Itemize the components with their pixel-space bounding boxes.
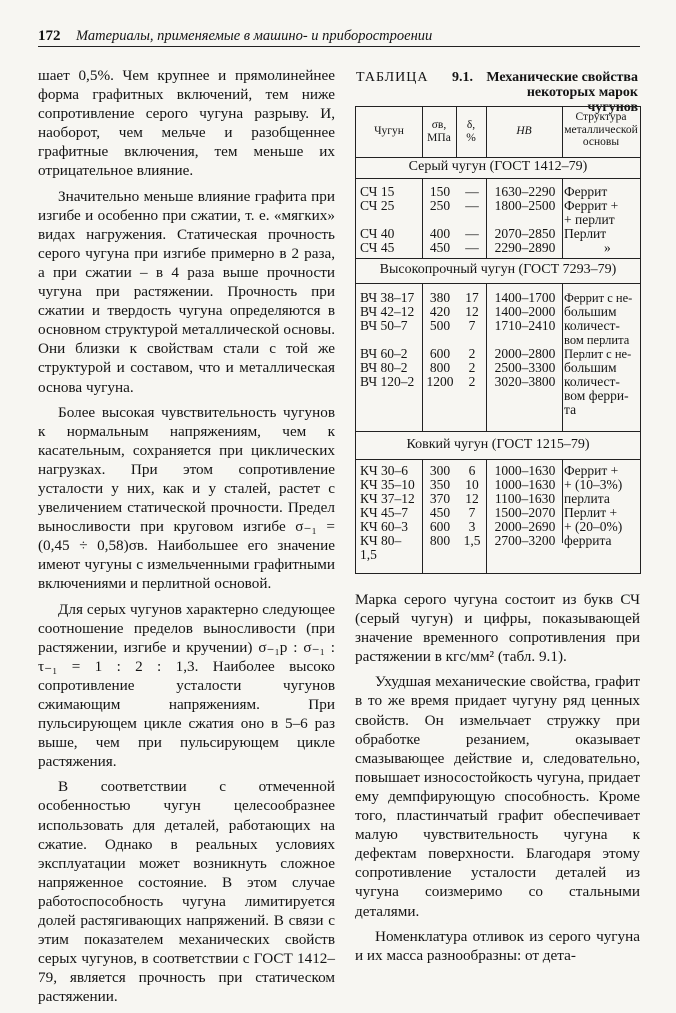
grade-cell: КЧ 60–3 <box>360 519 408 534</box>
col-divider <box>562 283 563 431</box>
section-grey-iron: Серый чугун (ГОСТ 1412–79) <box>408 159 588 174</box>
sigma-cell: 800 <box>429 360 451 375</box>
delta-cell: — <box>465 184 479 199</box>
delta-cell: — <box>465 198 479 213</box>
header-hb: HB <box>516 125 532 137</box>
col-divider <box>486 283 487 431</box>
structure-cell: большим <box>564 360 617 375</box>
grade-cell: КЧ 80– <box>360 533 402 548</box>
hb-cell: 1000–1630 <box>494 463 556 478</box>
col-divider <box>422 178 423 258</box>
section-rule <box>356 431 640 432</box>
delta-cell: — <box>465 226 479 241</box>
header-delta-unit: % <box>466 131 476 144</box>
hb-cell: 1630–2290 <box>494 184 556 199</box>
structure-cell: + (10–3%) <box>564 477 623 492</box>
grade-cell: КЧ 30–6 <box>360 463 408 478</box>
section-rule <box>356 258 640 259</box>
delta-cell: 12 <box>465 491 479 506</box>
sigma-cell: 300 <box>429 463 451 478</box>
delta-cell: 7 <box>468 318 476 333</box>
grade-cell: СЧ 25 <box>360 198 395 213</box>
hb-cell: 2070–2850 <box>494 226 556 241</box>
sigma-cell: 450 <box>429 240 451 255</box>
sigma-cell: 800 <box>429 533 451 548</box>
section-malleable-iron: Ковкий чугун (ГОСТ 1215–79) <box>406 437 590 452</box>
header-rule <box>356 157 640 158</box>
structure-cell: количест- <box>564 318 620 333</box>
sigma-cell: 450 <box>429 505 451 520</box>
hb-cell: 1400–1700 <box>494 290 556 305</box>
section-ductile-iron: Высокопрочный чугун (ГОСТ 7293–79) <box>379 262 617 277</box>
hb-cell: 2500–3300 <box>494 360 556 375</box>
grade-cell: 1,5 <box>360 547 377 562</box>
right-column <box>355 590 640 971</box>
delta-cell: 17 <box>465 290 479 305</box>
delta-cell: 2 <box>468 346 476 361</box>
col-divider <box>562 459 563 543</box>
hb-cell: 2000–2690 <box>494 519 556 534</box>
grade-cell: КЧ 37–12 <box>360 491 415 506</box>
structure-cell: Феррит <box>564 184 608 199</box>
table-label: ТАБЛИЦА <box>356 70 429 85</box>
paragraph: В соответствии с отмеченной особенностью чугун целесообразнее использовать для деталей, работающих на сжатие. Однако в реальных условиях эксплуатации может возникнуть сложное напряженное состояние. В этом случае работоспособность чугуна лимитируется долей растягивающих напряжений. В связи с этим показателем механических свойств серых чугунов, в соответствии с ГОСТ 1412–79, является прочность при статическом растяжении. <box>38 778 335 1006</box>
delta-cell: — <box>465 240 479 255</box>
section-rule <box>356 283 640 284</box>
structure-cell: Феррит + <box>564 463 619 478</box>
structure-cell: перлита <box>564 491 610 506</box>
grade-cell: ВЧ 80–2 <box>360 360 408 375</box>
sigma-cell: 500 <box>429 318 451 333</box>
delta-cell: 7 <box>468 505 476 520</box>
grade-cell: ВЧ 38–17 <box>360 290 415 305</box>
paragraph: Номенклатура отливок из серого чугуна и их масса разнообразны: от дета- <box>355 927 640 964</box>
section-rule <box>356 459 640 460</box>
delta-cell: 12 <box>465 304 479 319</box>
delta-cell: 6 <box>468 463 476 478</box>
sigma-cell: 350 <box>429 477 451 492</box>
structure-cell: вом перлита <box>564 333 630 347</box>
paragraph: шает 0,5%. Чем крупнее и прямолинейнее форма графитных включений, тем ниже сопротивление серого чугуна разрыву. И, наоборот, чем мельче и разобщеннее графитные включения, тем меньше их отрицательное влияние. <box>38 67 335 180</box>
sigma-cell: 370 <box>429 491 451 506</box>
paragraph: Значительно меньше влияние графита при изгибе и особенно при сжатии, т. е. «мягких» видах нагружения. Статическая прочность серого чугуна при изгибе примерно в 2 раза, а при сжатии – в 4 раза выше прочности чугуна при растяжении. Прочность при сжатии и твердость чугуна определяются в основном структурой металлической основы. Они близки к свойствам стали с той же структурой и составом, что и металлическая основа чугуна. <box>38 187 335 396</box>
hb-cell: 1000–1630 <box>494 477 556 492</box>
paragraph: Марка серого чугуна состоит из букв СЧ (серый чугун) и цифры, показывающей значение временного сопротивления при растяжении в кгс/мм² (табл. 9.1). <box>355 591 640 666</box>
structure-cell: + перлит <box>564 212 615 227</box>
paragraph: Более высокая чувствительность чугунов к нормальным напряжениям, чем к касательным, сохраняется при циклических нагрузках. При этом сопротивление усталости у них, как и у сталей, растет с увеличением статической прочности. Предел выносливости при круговом изгибе σ₋₁ = (0,45 ÷ 0,58)σв. Наибольшее его значение имеют чугуны с измельченными графитными включениями и перлитной основой. <box>38 403 335 593</box>
structure-cell: вом ферри- <box>564 388 629 403</box>
sigma-cell: 420 <box>429 304 451 319</box>
structure-cell: Феррит + <box>564 198 619 213</box>
header-sigma-unit: МПа <box>427 131 451 144</box>
structure-cell: та <box>564 402 577 417</box>
page-number: 172 <box>38 28 61 44</box>
grade-cell: СЧ 40 <box>360 226 395 241</box>
table-title: Механические свойства некоторых марок чугунов <box>486 70 638 115</box>
sigma-cell: 380 <box>429 290 451 305</box>
delta-cell: 10 <box>465 477 479 492</box>
col-divider <box>486 178 487 258</box>
hb-cell: 1710–2410 <box>494 318 556 333</box>
col-divider <box>422 283 423 431</box>
header-delta <box>456 119 486 144</box>
delta-cell: 2 <box>468 374 476 389</box>
paragraph: Для серых чугунов характерно следующее соотношение пределов выносливости (при растяжении, изгибе и кручении) σ₋₁р : σ₋₁ : τ₋₁ = 1 : 2 : 1,3. Наиболее высоко сопротивление усталости чугунов сжимающим напряжениям. При пульсирующем цикле сжатия оно в 5–6 раз выше, чем при пульсирующем цикле растяжения. <box>38 600 335 771</box>
left-column <box>38 66 335 1013</box>
delta-cell: 1,5 <box>463 533 481 548</box>
grade-cell: КЧ 35–10 <box>360 477 415 492</box>
hb-cell: 3020–3800 <box>494 374 556 389</box>
header-structure: Структура металлической основы <box>564 111 638 148</box>
structure-cell: » <box>604 240 611 255</box>
structure-cell: Перлит <box>564 226 607 241</box>
grade-cell: ВЧ 42–12 <box>360 304 415 319</box>
structure-cell: количест- <box>564 374 620 389</box>
sigma-cell: 250 <box>429 198 451 213</box>
hb-cell: 1500–2070 <box>494 505 556 520</box>
structure-cell: большим <box>564 304 617 319</box>
table-number: 9.1. <box>452 70 473 85</box>
delta-cell: 3 <box>468 519 476 534</box>
hb-cell: 1400–2000 <box>494 304 556 319</box>
hb-cell: 2290–2890 <box>494 240 556 255</box>
header-delta-symbol: δ, <box>466 119 476 131</box>
sigma-cell: 600 <box>429 346 451 361</box>
structure-cell: Перлит + <box>564 505 618 520</box>
grade-cell: ВЧ 50–7 <box>360 318 408 333</box>
paragraph: Ухудшая механические свойства, графит в то же время придает чугуну ряд ценных свойств. Он измельчает стружку при обработке резанием, оказывает смазывающее действие и, следовательно, повышает износостойкость чугуна, придает ему демпфирующую способность. Кроме того, пластинчатый графит обеспечивает малую чувствительность чугуна к дефектам поверхности. Благодаря этому сопротивление усталости деталей из чугуна соизмеримо со стальными деталями. <box>355 673 640 920</box>
hb-cell: 1100–1630 <box>494 491 556 506</box>
structure-cell: + (20–0%) <box>564 519 623 534</box>
structure-cell: феррита <box>564 533 612 548</box>
col-divider <box>422 459 423 573</box>
hb-cell: 1800–2500 <box>494 198 556 213</box>
header-grade: Чугун <box>374 125 404 137</box>
header-sigma <box>422 119 456 144</box>
structure-cell: Феррит с не- <box>564 291 633 305</box>
grade-cell: ВЧ 120–2 <box>360 374 415 389</box>
structure-cell: Перлит с не- <box>564 347 632 361</box>
col-divider <box>486 459 487 573</box>
delta-cell: 2 <box>468 360 476 375</box>
hb-cell: 2700–3200 <box>494 533 556 548</box>
hb-cell: 2000–2800 <box>494 346 556 361</box>
section-rule <box>356 178 640 179</box>
sigma-cell: 1200 <box>426 374 454 389</box>
page-header <box>38 26 640 47</box>
col-divider <box>562 178 563 258</box>
running-title: Материалы, применяемые в машино- и приборостроении <box>76 28 433 44</box>
sigma-cell: 150 <box>429 184 451 199</box>
grade-cell: КЧ 45–7 <box>360 505 408 520</box>
sigma-cell: 400 <box>429 226 451 241</box>
sigma-cell: 600 <box>429 519 451 534</box>
grade-cell: СЧ 15 <box>360 184 395 199</box>
grade-cell: СЧ 45 <box>360 240 395 255</box>
properties-table <box>355 106 641 574</box>
grade-cell: ВЧ 60–2 <box>360 346 408 361</box>
col-divider <box>562 107 563 157</box>
header-sigma-symbol: σв, <box>431 119 447 131</box>
